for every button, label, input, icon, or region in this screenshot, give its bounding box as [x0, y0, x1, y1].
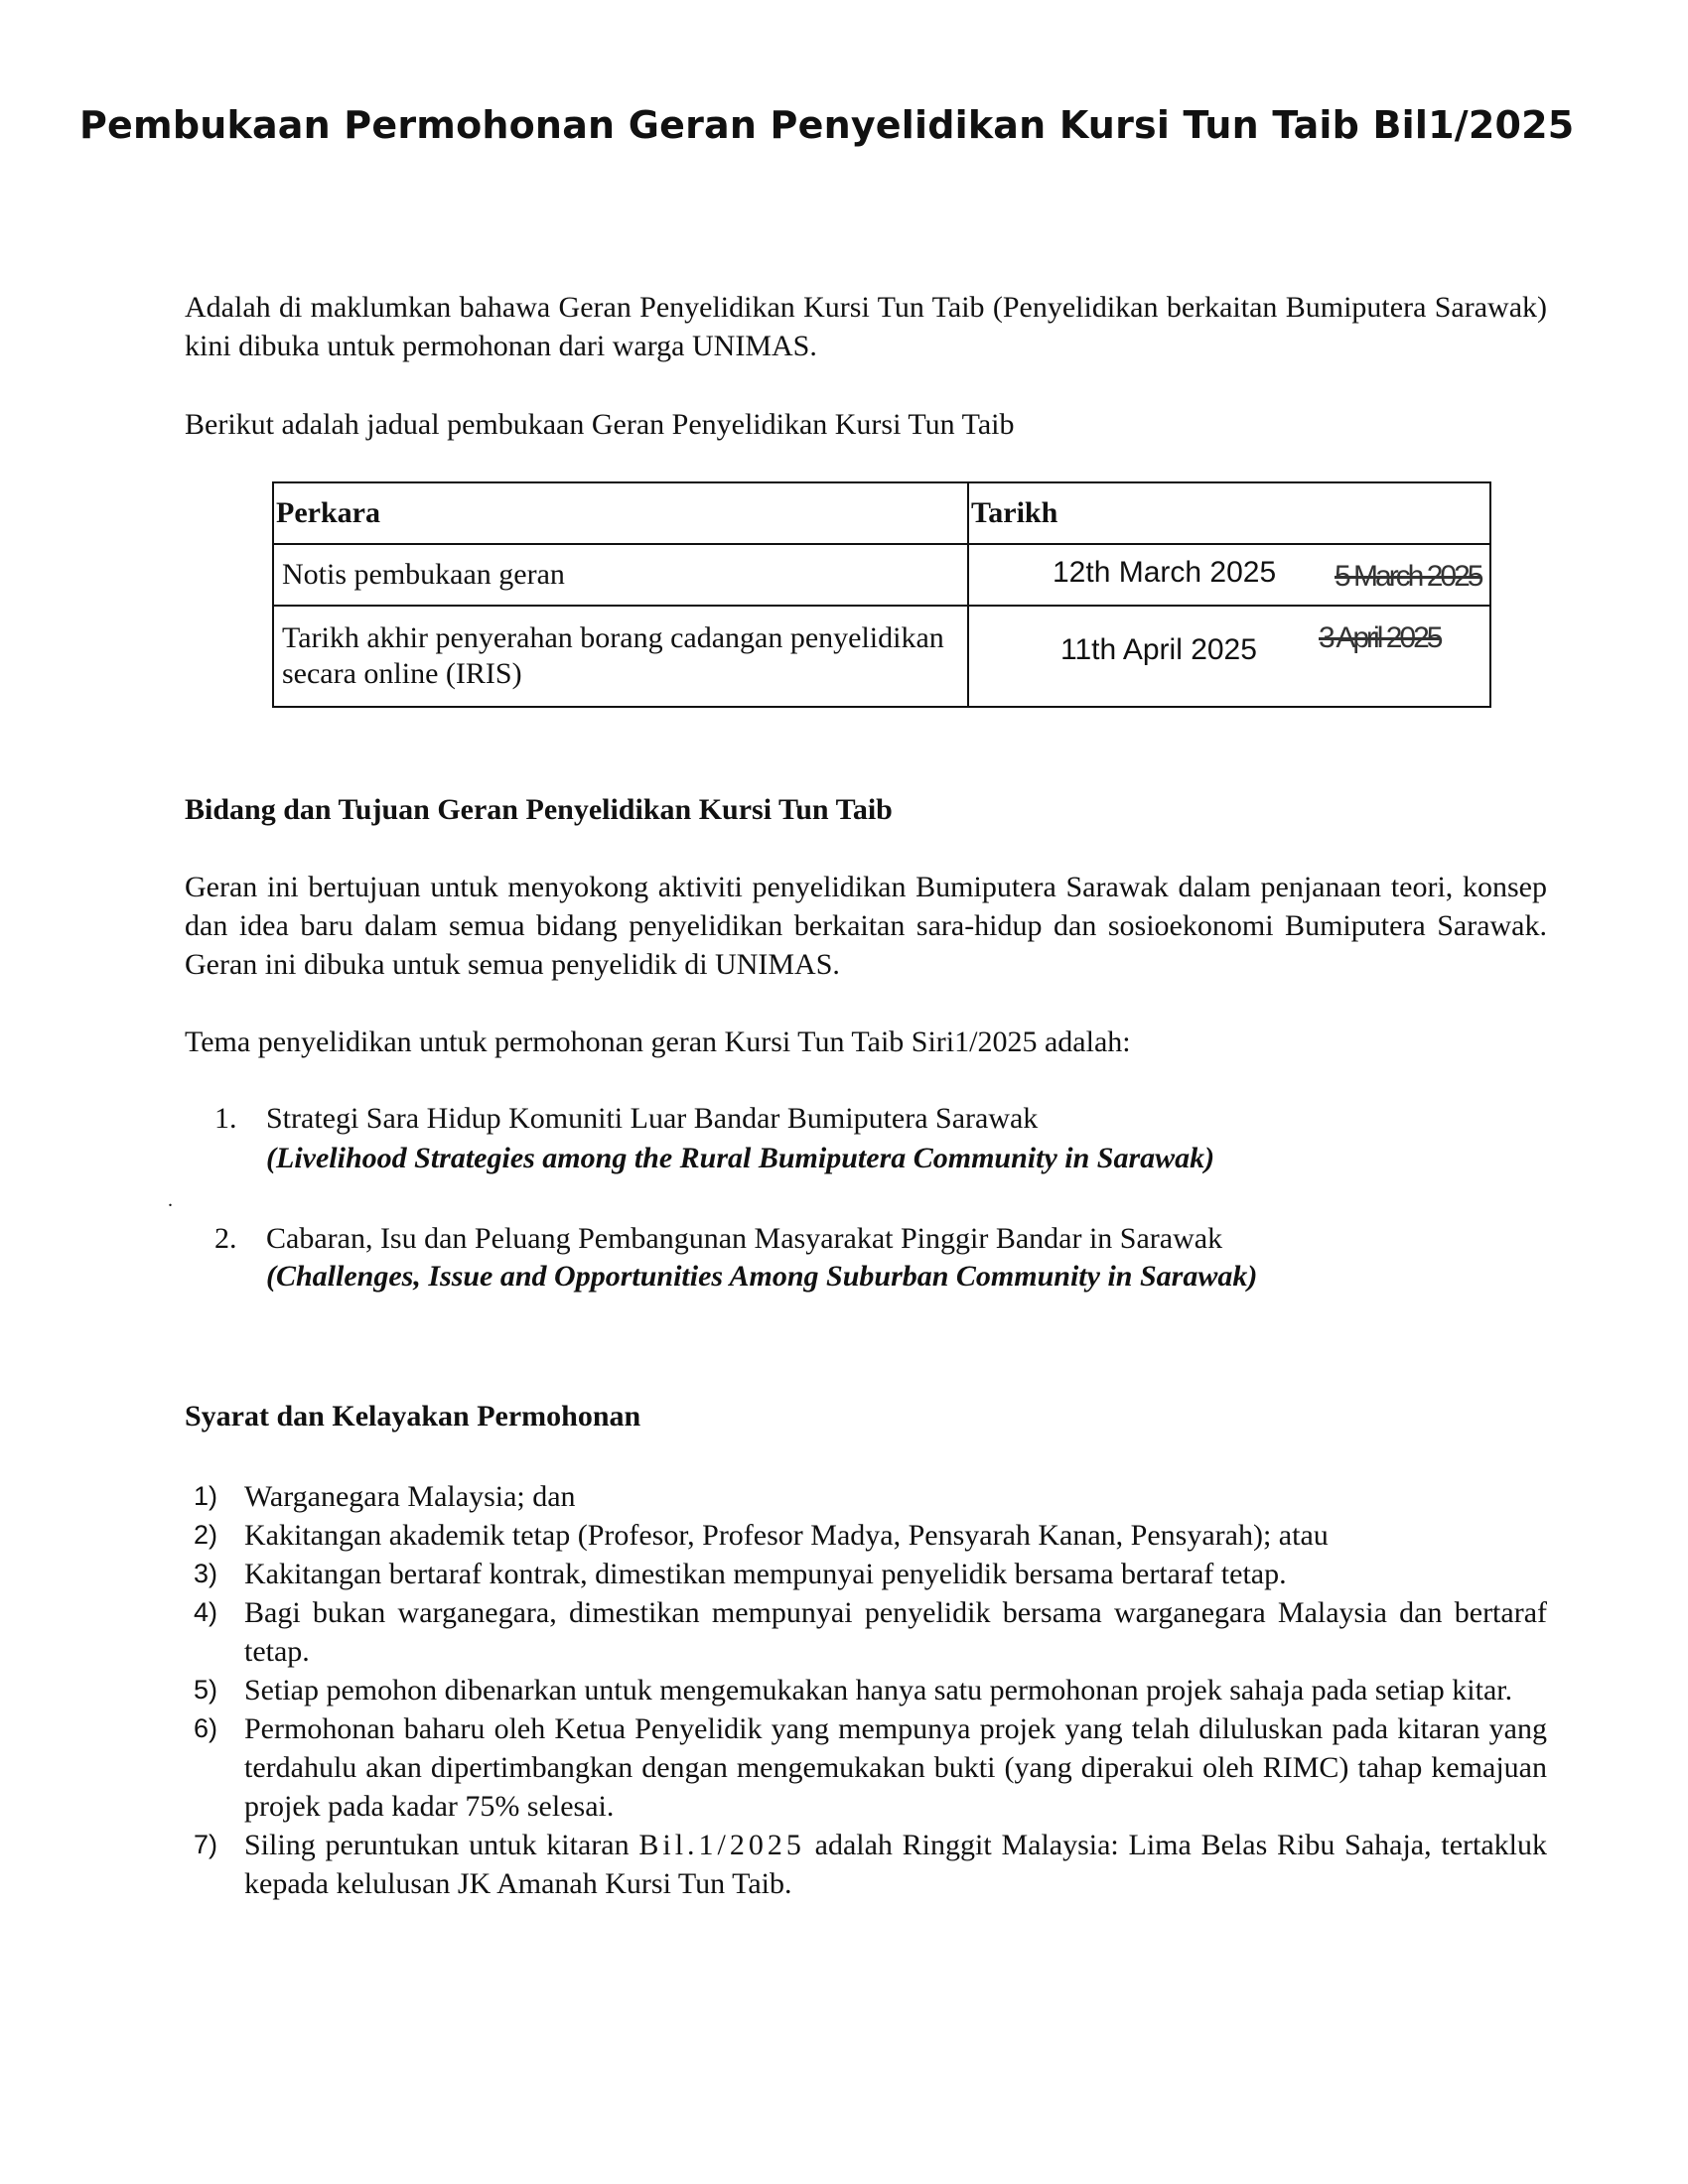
- schedule-item: Tarikh akhir penyerahan borang cadangan penyelidikan secara online (IRIS): [273, 606, 968, 707]
- stray-dot: .: [168, 1189, 173, 1211]
- schedule-intro-paragraph: [185, 405, 1547, 444]
- requirement-item: [185, 1593, 1547, 1671]
- requirement-text: Bagi bukan warganegara, dimestikan mempunyai penyelidik bersama warganegara Malaysia dan bertaraf tetap.: [244, 1596, 1547, 1668]
- struck-old-date: 5 March 2025: [1335, 560, 1481, 593]
- requirement-item: [185, 1555, 1547, 1593]
- schedule-date-cell: [968, 606, 1490, 707]
- schedule-row: [273, 606, 1490, 707]
- requirement-number: 6): [194, 1713, 218, 1743]
- tema-intro-text: Tema penyelidikan untuk permohonan geran Kursi Tun Taib Siri1/2025 adalah:: [185, 1025, 1131, 1058]
- requirement-number: 1): [194, 1481, 218, 1511]
- theme-number: 2.: [214, 1222, 237, 1255]
- requirement-number: 4): [194, 1597, 218, 1627]
- requirement-item: [185, 1709, 1547, 1826]
- requirement-text: Kakitangan bertaraf kontrak, dimestikan mempunyai penyelidik bersama bertaraf tetap.: [244, 1558, 1287, 1590]
- schedule-row: [273, 544, 1490, 606]
- theme-title-ms: Cabaran, Isu dan Peluang Pembangunan Masyarakat Pinggir Bandar in Sarawak: [266, 1222, 1223, 1255]
- requirement-number: 5): [194, 1675, 218, 1705]
- requirement-number: 2): [194, 1520, 218, 1550]
- theme-title-ms: Strategi Sara Hidup Komuniti Luar Bandar Bumiputera Sarawak: [266, 1102, 1039, 1135]
- intro-text: Adalah di maklumkan bahawa Geran Penyelidikan Kursi Tun Taib (Penyelidikan berkaitan Bumiputera Sarawak) kini dibuka untuk permohonan dari warga UNIMAS.: [185, 291, 1547, 362]
- header-perkara: Perkara: [273, 482, 968, 544]
- bidang-paragraph: [185, 868, 1547, 984]
- schedule-table: [272, 481, 1491, 708]
- requirement-text-prefix: Siling peruntukan untuk kitaran: [244, 1829, 639, 1861]
- requirement-item: [185, 1826, 1547, 1903]
- schedule-header-row: [273, 482, 1490, 544]
- requirement-item: [185, 1671, 1547, 1709]
- tema-intro-paragraph: [185, 1023, 1547, 1061]
- schedule-date-cell: [968, 544, 1490, 606]
- struck-old-date: 3 April 2025: [1319, 621, 1441, 654]
- section-heading-syarat: Syarat dan Kelayakan Permohonan: [185, 1400, 641, 1433]
- section-heading-bidang: Bidang dan Tujuan Geran Penyelidikan Kursi Tun Taib: [185, 793, 893, 826]
- bidang-text: Geran ini bertujuan untuk menyokong aktiviti penyelidikan Bumiputera Sarawak dalam penjanaan teori, konsep dan idea baru dalam semua bidang penyelidikan berkaitan sara-hidup dan sosioekonomi Bumiputera Sarawak. Geran ini dibuka untuk semua penyelidik di UNIMAS.: [185, 871, 1547, 981]
- page-title: Pembukaan Permohonan Geran Penyelidikan Kursi Tun Taib Bil1/2025: [79, 103, 1575, 147]
- requirement-item: [185, 1516, 1547, 1555]
- schedule-intro-text: Berikut adalah jadual pembukaan Geran Penyelidikan Kursi Tun Taib: [185, 408, 1015, 441]
- requirement-item: [185, 1477, 1547, 1516]
- requirement-cycle-code: Bil.1/2025: [638, 1829, 805, 1861]
- requirement-number: 7): [194, 1830, 218, 1859]
- requirement-text: Warganegara Malaysia; dan: [244, 1480, 576, 1513]
- requirement-number: 3): [194, 1559, 218, 1588]
- theme-title-en: (Challenges, Issue and Opportunities Among Suburban Community in Sarawak): [266, 1260, 1258, 1293]
- requirement-text: Setiap pemohon dibenarkan untuk mengemukakan hanya satu permohonan projek sahaja pada setiap kitar.: [244, 1674, 1513, 1706]
- requirement-text-suffix: adalah Ringgit Malaysia: Lima Belas Ribu Sahaja, tertakluk kepada kelulusan JK Amanah Kursi Tun Taib.: [244, 1829, 1547, 1900]
- header-tarikh: Tarikh: [968, 482, 1490, 544]
- schedule-date: 11th April 2025: [1060, 633, 1257, 666]
- schedule-date: 12th March 2025: [1053, 556, 1277, 589]
- requirement-text: Permohonan baharu oleh Ketua Penyelidik yang mempunya projek yang telah diluluskan pada kitaran yang terdahulu akan dipertimbangkan dengan mengemukakan bukti (yang diperakui oleh RIMC) tahap kemajuan projek pada kadar 75% selesai.: [244, 1712, 1547, 1823]
- intro-paragraph: [185, 288, 1547, 365]
- theme-title-en: (Livelihood Strategies among the Rural Bumiputera Community in Sarawak): [266, 1142, 1215, 1174]
- theme-number: 1.: [214, 1102, 237, 1135]
- schedule-item: Notis pembukaan geran: [273, 544, 968, 606]
- requirements-list: [185, 1477, 1547, 1903]
- requirement-text: Kakitangan akademik tetap (Profesor, Profesor Madya, Pensyarah Kanan, Pensyarah); atau: [244, 1519, 1329, 1552]
